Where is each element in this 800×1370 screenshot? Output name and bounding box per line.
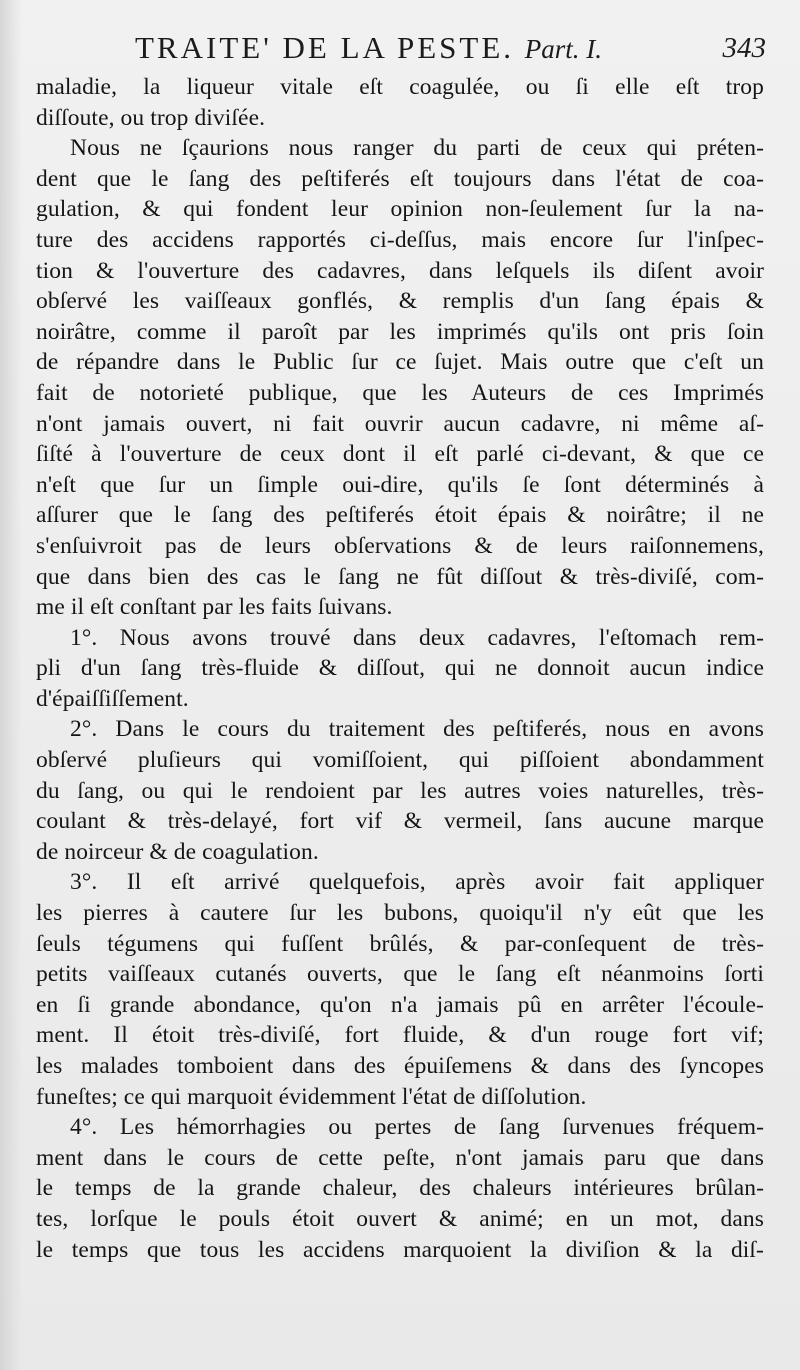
text-line: coulant & très-delayé, fort vif & vermeil, ſans aucune marque bbox=[36, 808, 764, 835]
text-line: noirâtre, comme il paroît par les imprimés qu'ils ont pris ſoin bbox=[36, 318, 764, 345]
text-line: en ſi grande abondance, qu'on n'a jamais pû en arrêter l'écoule- bbox=[36, 991, 764, 1018]
text-line: les pierres à cautere ſur les bubons, quoiqu'il n'y eût que les bbox=[36, 900, 764, 927]
text-line: n'ont jamais ouvert, ni fait ouvrir aucun cadavre, ni même aſ- bbox=[36, 410, 764, 437]
text-line: ment. Il étoit très-diviſé, fort fluide, & d'un rouge fort vif; bbox=[36, 1022, 764, 1049]
text-line: le temps que tous les accidens marquoient la diviſion & la diſ- bbox=[36, 1236, 764, 1263]
text-line: aſſurer que le ſang des peſtiferés étoit épais & noirâtre; il ne bbox=[36, 502, 764, 529]
page-header bbox=[135, 30, 766, 74]
text-line: 3°. Il eſt arrivé quelquefois, après avoir fait appliquer bbox=[70, 869, 764, 896]
text-line: tion & l'ouverture des cadavres, dans leſquels ils diſent avoir bbox=[36, 257, 764, 284]
text-line: funeſtes; ce qui marquoit évidemment l'état de diſſolution. bbox=[36, 1083, 587, 1110]
text-line: obſervé pluſieurs qui vomiſſoient, qui piſſoient abondamment bbox=[36, 747, 764, 774]
text-line: gulation, & qui fondent leur opinion non-ſeulement ſur la na- bbox=[36, 196, 764, 223]
running-head-title: TRAITE' DE LA PESTE. bbox=[135, 30, 515, 65]
running-head-part: Part. I. bbox=[524, 34, 603, 64]
text-line: d'épaiſſiſſement. bbox=[36, 685, 189, 712]
text-line: du ſang, ou qui le rendoient par les autres voies naturelles, très- bbox=[36, 777, 764, 804]
text-line: les malades tomboient dans des épuiſemens & dans des ſyncopes bbox=[36, 1053, 764, 1079]
text-line: maladie, la liqueur vitale eſt coagulée, ou ſi elle eſt trop bbox=[36, 74, 764, 100]
text-line: 1°. Nous avons trouvé dans deux cadavres, l'eſtomach rem- bbox=[70, 624, 764, 651]
page-number: 343 bbox=[722, 32, 766, 64]
text-line: Nous ne ſçaurions nous ranger du parti de ceux qui préten- bbox=[70, 135, 764, 162]
text-line: dent que le ſang des peſtiferés eſt toujours dans l'état de coa- bbox=[36, 165, 764, 192]
text-line: 2°. Dans le cours du traitement des peſtiferés, nous en avons bbox=[70, 716, 764, 743]
text-line: 4°. Les hémorrhagies ou pertes de ſang ſurvenues fréquem- bbox=[70, 1114, 764, 1141]
body-text bbox=[36, 72, 764, 1265]
text-line: n'eſt que ſur un ſimple oui-dire, qu'ils ſe ſont déterminés à bbox=[36, 471, 764, 498]
text-line: obſervé les vaiſſeaux gonflés, & remplis d'un ſang épais & bbox=[36, 288, 764, 315]
text-line: pli d'un ſang très-fluide & diſſout, qui ne donnoit aucun indice bbox=[36, 655, 764, 682]
text-line: ſiſté à l'ouverture de ceux dont il eſt parlé ci-devant, & que ce bbox=[36, 441, 764, 468]
text-line: ment dans le cours de cette peſte, n'ont jamais paru que dans bbox=[36, 1144, 764, 1171]
text-line: de répandre dans le Public ſur ce ſujet. Mais outre que c'eſt un bbox=[36, 349, 764, 376]
text-line: que dans bien des cas le ſang ne fût diſſout & très-diviſé, com- bbox=[36, 563, 764, 590]
text-line: ture des accidens rapportés ci-deſſus, mais encore ſur l'inſpec- bbox=[36, 226, 764, 253]
text-line: s'enſuivroit pas de leurs obſervations & de leurs raiſonnemens, bbox=[36, 532, 764, 559]
text-line: fait de notorieté publique, que les Auteurs de ces Imprimés bbox=[36, 379, 764, 406]
text-line: le temps de la grande chaleur, des chaleurs intérieures brûlan- bbox=[36, 1175, 764, 1202]
text-line: ſeuls tégumens qui fuſſent brûlés, & par-conſequent de très- bbox=[36, 930, 764, 957]
text-line: de noirceur & de coagulation. bbox=[36, 838, 319, 865]
text-line: me il eſt conſtant par les faits ſuivans. bbox=[36, 594, 393, 621]
text-line: petits vaiſſeaux cutanés ouverts, que le ſang eſt néanmoins ſorti bbox=[36, 961, 764, 988]
text-line: diſſoute, ou trop diviſée. bbox=[36, 104, 266, 131]
text-line: tes, lorſque le pouls étoit ouvert & animé; en un mot, dans bbox=[36, 1205, 764, 1232]
running-head bbox=[135, 30, 602, 66]
